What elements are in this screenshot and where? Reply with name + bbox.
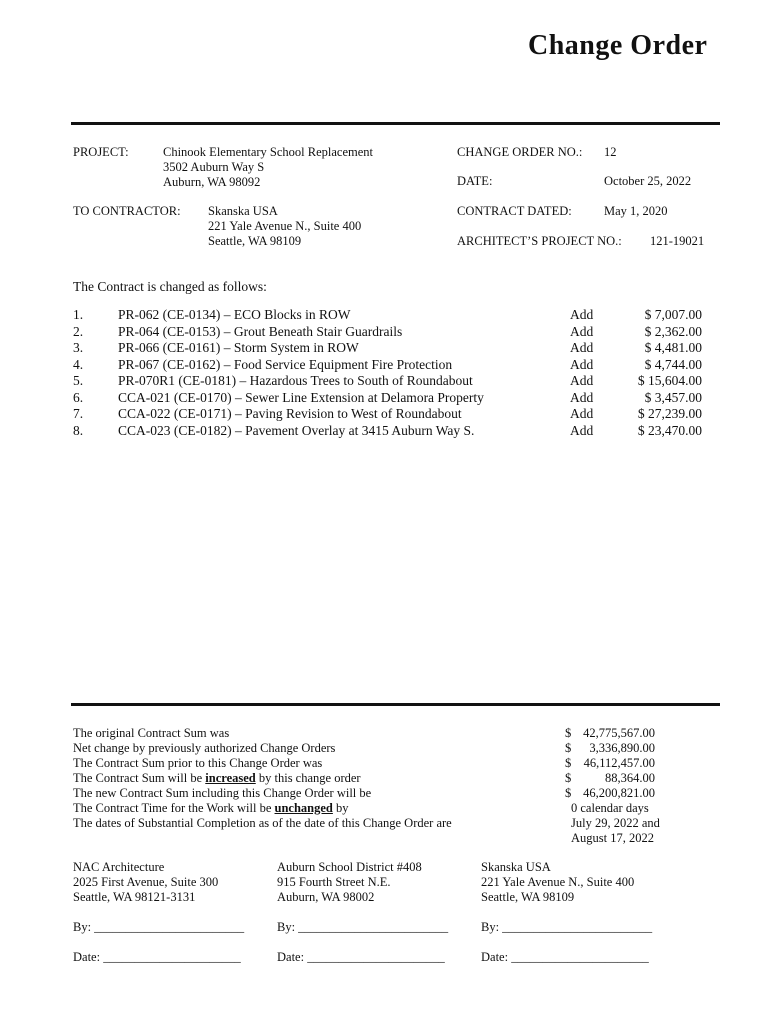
- currency-symbol: $: [565, 786, 572, 800]
- contract-dated-value: May 1, 2020: [604, 204, 668, 218]
- contractor-address: [208, 204, 361, 249]
- party-street: 2025 First Avenue, Suite 300: [73, 875, 219, 889]
- unchanged-emphasis: unchanged: [274, 801, 333, 815]
- contractor-street: 221 Yale Avenue N., Suite 400: [208, 219, 362, 233]
- item-amount: $ 23,470.00: [637, 422, 702, 438]
- item-action: Add: [570, 307, 594, 322]
- architect-project-label: ARCHITECT’S PROJECT NO.:: [457, 234, 622, 248]
- contract-time-value: 0 calendar days: [571, 801, 649, 815]
- will-be-label-post: by this change order: [255, 771, 361, 785]
- changed-intro: The Contract is changed as follows:: [73, 279, 267, 294]
- item-amount: $ 27,239.00: [637, 406, 702, 421]
- item-action: Add: [570, 373, 594, 388]
- will-be-label-pre: The Contract Sum will be: [73, 771, 206, 785]
- contractor-name: Skanska USA: [208, 204, 278, 218]
- new-sum-label: The new Contract Sum including this Change Order will be: [73, 786, 372, 800]
- item-action: Add: [570, 340, 594, 355]
- summary-divider: [71, 703, 720, 706]
- contractor-label: TO CONTRACTOR:: [73, 204, 181, 218]
- item-number: 4.: [73, 356, 84, 372]
- date-value: October 25, 2022: [604, 174, 692, 188]
- item-number: 7.: [73, 406, 84, 421]
- party-street: 221 Yale Avenue N., Suite 400: [481, 875, 635, 889]
- project-label: PROJECT:: [73, 145, 129, 159]
- item-number: 2.: [73, 323, 84, 339]
- item-number: 8.: [73, 422, 84, 438]
- contract-dated-label: CONTRACT DATED:: [457, 204, 572, 218]
- change-order-no-label: CHANGE ORDER NO.:: [457, 145, 583, 159]
- party-architect: [73, 860, 218, 905]
- signature-date-line[interactable]: Date: ______________________: [481, 950, 649, 964]
- net-change-label: Net change by previously authorized Change Orders: [73, 741, 336, 755]
- summary-currency: [565, 726, 571, 801]
- currency-symbol: $: [565, 741, 572, 755]
- net-change-value: 3,336,890.00: [589, 741, 655, 755]
- summary-time-dates: [571, 801, 660, 846]
- item-amount: $ 7,007.00: [644, 307, 702, 322]
- currency-symbol: $: [565, 726, 572, 740]
- item-number: 6.: [73, 389, 84, 405]
- party-street: 915 Fourth Street N.E.: [277, 875, 391, 889]
- date-label: DATE:: [457, 174, 493, 188]
- item-numbers: [73, 307, 83, 439]
- prior-sum-value: 46,112,457.00: [583, 756, 655, 770]
- item-amount: $ 15,604.00: [637, 373, 702, 388]
- item-descriptions: [118, 307, 484, 439]
- will-be-label: [73, 771, 452, 786]
- item-description: PR-066 (CE-0161) – Storm System in ROW: [118, 340, 359, 355]
- signature-line[interactable]: By: ________________________: [73, 920, 245, 934]
- completion-dates-label: The dates of Substantial Completion as of the date of this Change Order are: [73, 816, 452, 830]
- change-order-no-value: 12: [604, 145, 617, 159]
- item-description: CCA-022 (CE-0171) – Paving Revision to West of Roundabout: [118, 406, 462, 421]
- summary-labels: [73, 726, 452, 831]
- item-number: 5.: [73, 373, 84, 388]
- item-amount: $ 3,457.00: [644, 389, 702, 405]
- new-sum-value: 46,200,821.00: [583, 786, 655, 800]
- increased-emphasis: increased: [205, 771, 256, 785]
- item-amounts: [612, 307, 702, 439]
- currency-symbol: $: [565, 771, 572, 785]
- party-city: Auburn, WA 98002: [277, 890, 375, 904]
- item-action: Add: [570, 406, 594, 421]
- party-owner: [277, 860, 422, 905]
- time-label-post: by: [332, 801, 349, 815]
- time-label-pre: The Contract Time for the Work will be: [73, 801, 275, 815]
- item-action: Add: [570, 422, 594, 438]
- summary-amounts: [572, 726, 655, 801]
- project-name: Chinook Elementary School Replacement: [163, 145, 374, 159]
- contract-time-label: [73, 801, 452, 816]
- party-name: NAC Architecture: [73, 860, 165, 874]
- item-action: Add: [570, 356, 594, 372]
- original-sum-value: 42,775,567.00: [583, 726, 655, 740]
- item-action: Add: [570, 389, 594, 405]
- item-description: CCA-023 (CE-0182) – Pavement Overlay at 3415 Auburn Way S.: [118, 422, 475, 438]
- item-amount: $ 2,362.00: [644, 323, 702, 339]
- item-number: 3.: [73, 340, 84, 355]
- original-sum-label: The original Contract Sum was: [73, 726, 230, 740]
- project-city: Auburn, WA 98092: [163, 175, 261, 189]
- top-divider: [71, 122, 720, 125]
- completion-date-2: August 17, 2022: [571, 831, 654, 845]
- party-city: Seattle, WA 98109: [481, 890, 575, 904]
- completion-date-1: July 29, 2022 and: [571, 816, 660, 830]
- signature-date-line[interactable]: Date: ______________________: [73, 950, 241, 964]
- item-number: 1.: [73, 307, 84, 322]
- currency-symbol: $: [565, 756, 572, 770]
- signature-line[interactable]: By: ________________________: [277, 920, 449, 934]
- item-action: Add: [570, 323, 594, 339]
- item-amount: $ 4,481.00: [644, 340, 702, 355]
- page-title: Change Order: [528, 30, 708, 61]
- item-description: PR-067 (CE-0162) – Food Service Equipment Fire Protection: [118, 356, 453, 372]
- party-name: Skanska USA: [481, 860, 551, 874]
- item-description: PR-062 (CE-0134) – ECO Blocks in ROW: [118, 307, 351, 322]
- project-street: 3502 Auburn Way S: [163, 160, 265, 174]
- will-be-value: 88,364.00: [605, 771, 655, 785]
- item-description: PR-064 (CE-0153) – Grout Beneath Stair Guardrails: [118, 323, 403, 339]
- item-description: CCA-021 (CE-0170) – Sewer Line Extension at Delamora Property: [118, 389, 484, 405]
- architect-project-value: 121-19021: [650, 234, 705, 248]
- prior-sum-label: The Contract Sum prior to this Change Order was: [73, 756, 323, 770]
- item-description: PR-070R1 (CE-0181) – Hazardous Trees to South of Roundabout: [118, 373, 473, 388]
- project-address: [163, 145, 373, 190]
- item-actions: [570, 307, 593, 439]
- contractor-city: Seattle, WA 98109: [208, 234, 302, 248]
- item-amount: $ 4,744.00: [644, 356, 702, 372]
- party-name: Auburn School District #408: [277, 860, 422, 874]
- party-contractor: [481, 860, 634, 905]
- signature-line[interactable]: By: ________________________: [481, 920, 653, 934]
- party-city: Seattle, WA 98121-3131: [73, 890, 196, 904]
- signature-date-line[interactable]: Date: ______________________: [277, 950, 445, 964]
